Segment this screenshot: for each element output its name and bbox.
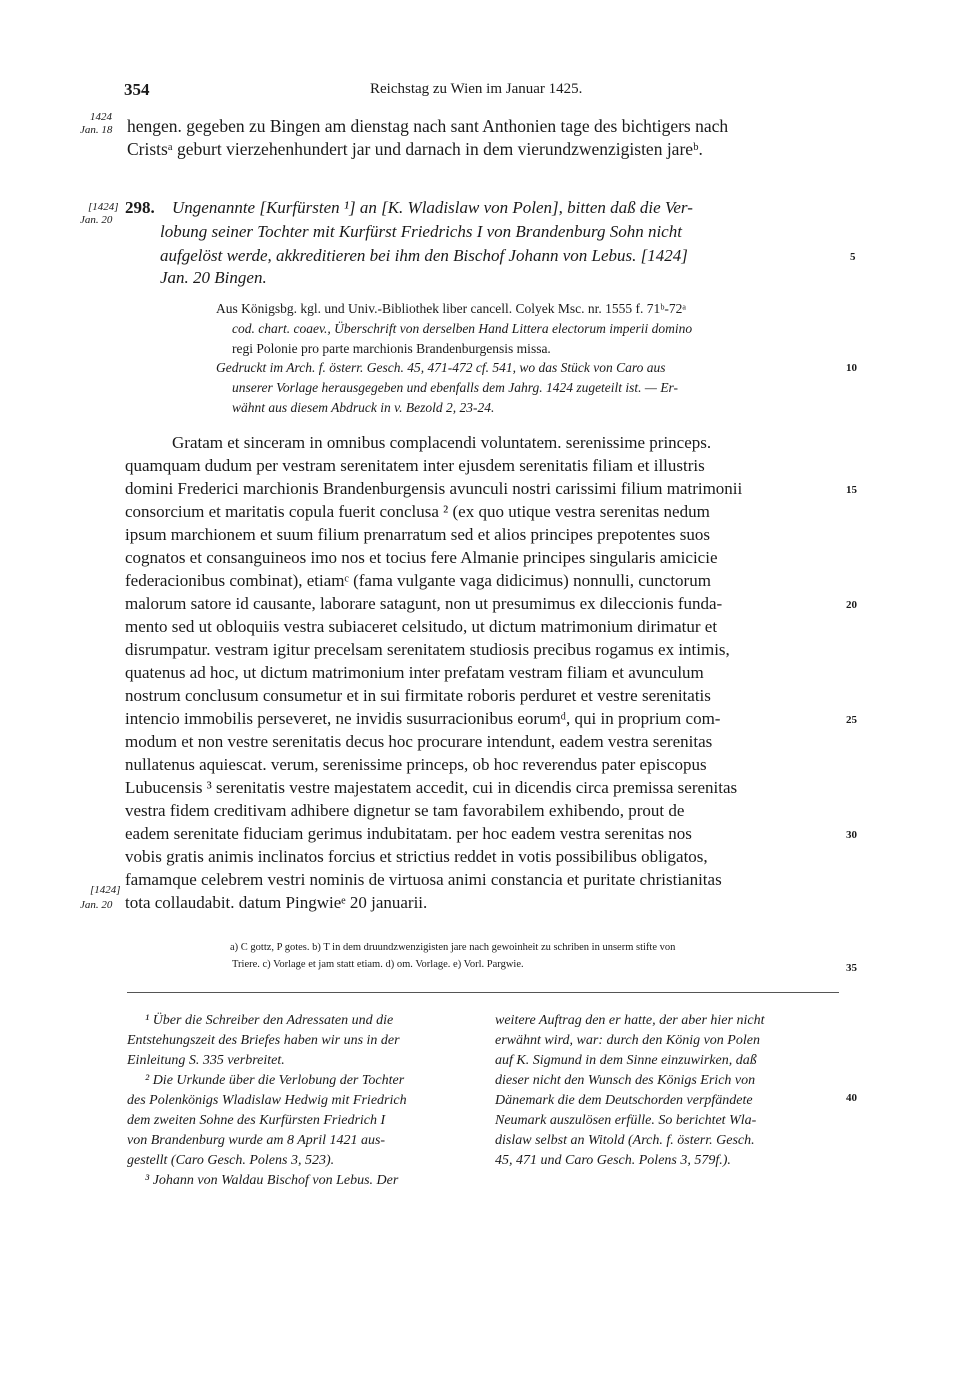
document-title-line: Ungenannte [Kurfürsten ¹] an [K. Wladislaw von Polen], bitten daß die Ver- [172, 198, 693, 217]
body-line: ipsum marchionem et suum filium prenarratum sed et alios principes prepotentes suos [125, 525, 710, 544]
footnote-line: Entstehungszeit des Briefes haben wir uns in der [127, 1033, 400, 1048]
line-number: 20 [846, 599, 857, 611]
body-line: disrumpatur. vestram igitur precelsam serenitatem studiosis precibus rogamus ex intimis, [125, 640, 730, 659]
end-margin-day: Jan. 20 [80, 899, 113, 911]
running-title: Reichstag zu Wien im Januar 1425. [370, 81, 583, 97]
line-number: 35 [846, 962, 857, 974]
body-line: modum et non vestre serenitatis decus hoc procurare intendunt, eadem vestra serenitas [125, 732, 713, 751]
source-note-line: Gedruckt im Arch. f. österr. Gesch. 45, 471-472 cf. 541, wo das Stück von Caro aus [216, 360, 666, 375]
body-line: consorcium et maritatis copula fuerit conclusa ² (ex quo utique vestra serenitas nedum [125, 502, 710, 521]
footnote-line: Dänemark die dem Deutschorden verpfändete [495, 1093, 753, 1108]
footnote-line: Einleitung S. 335 verbreitet. [127, 1053, 285, 1068]
line-number: 25 [846, 714, 857, 726]
footnote-line: ¹ Über die Schreiber den Adressaten und die [145, 1013, 394, 1028]
body-line: nullatenus aquiescat. verum, serenissime princeps, ob hoc reverendus pater episcopus [125, 755, 707, 774]
source-note-line: cod. chart. coaev., Überschrift von derselben Hand Littera electorum imperii domino [232, 321, 693, 336]
document-title-line: Jan. 20 Bingen. [160, 268, 267, 287]
top-text-line: Cristsᵃ geburt vierzehenhundert jar und darnach in dem vierundzwenzigisten jareᵇ. [127, 139, 703, 159]
doc-margin-year: [1424] [88, 201, 119, 213]
line-number: 30 [846, 829, 857, 841]
body-line: quamquam dudum per vestram serenitatem inter ejusdem serenitatis filiam et illustris [125, 456, 705, 475]
footnote-line: von Brandenburg wurde am 8 April 1421 aus- [127, 1133, 386, 1148]
body-line: Gratam et sinceram in omnibus complacendi voluntatem. serenissime princeps. [172, 433, 712, 452]
footnote-line: gestellt (Caro Gesch. Polens 3, 523). [127, 1153, 335, 1168]
body-line: tota collaudabit. datum Pingwieᵉ 20 januarii. [125, 893, 428, 912]
body-line: federacionibus combinat), etiamᶜ (fama vulgante vaga didicimus) nonnulli, cunctorum [125, 571, 711, 590]
footnote-line: ² Die Urkunde über die Verlobung der Tochter [145, 1073, 405, 1088]
footnote-line: auf K. Sigmund in dem Sinne einzuwirken, daß [495, 1053, 757, 1068]
document-number: 298. [125, 198, 155, 217]
document-title-line: aufgelöst werde, akkreditieren bei ihm den Bischof Johann von Lebus. [1424] [160, 246, 688, 265]
body-line: cognatos et consanguineos imo nos et tocius fere Almanie principes singularis amicicie [125, 548, 718, 567]
body-line: quatenus ad hoc, ut dictum matrimonium inter prefatam vestram filiam et avunculum [125, 663, 704, 682]
line-number: 10 [846, 362, 857, 374]
footnote-line: weitere Auftrag den er hatte, der aber hier nicht [495, 1013, 765, 1028]
source-note-line: wähnt aus diesem Abdruck in v. Bezold 2, 23-24. [232, 400, 495, 415]
body-line: vobis gratis animis inclinatos forcius et strictius reddet in votis possibilibus obligatos, [125, 847, 708, 866]
footnote-line: ³ Johann von Waldau Bischof von Lebus. Der [145, 1173, 399, 1188]
body-line: mento sed ut obloquiis vestra subiaceret celsitudo, ut dictum matrimonium dirimatur et [125, 617, 718, 636]
page-number: 354 [124, 80, 150, 99]
footnote-line: erwähnt wird, war: durch den König von Polen [495, 1033, 760, 1048]
line-number: 15 [846, 484, 857, 496]
line-number: 40 [846, 1092, 857, 1104]
top-text-line: hengen. gegeben zu Bingen am dienstag nach sant Anthonien tage des bichtigers nach [127, 116, 729, 136]
footnote-line: dieser nicht den Wunsch des Königs Erich von [495, 1073, 756, 1088]
end-margin-year: [1424] [90, 884, 121, 896]
body-line: Lubucensis ³ serenitatis vestre majestatem accedit, cui in dicendis circa premissa serenitas [125, 778, 738, 797]
line-number: 5 [850, 251, 856, 263]
document-title-line: lobung seiner Tochter mit Kurfürst Friedrichs I von Brandenburg Sohn nicht [160, 222, 682, 241]
body-line: famamque celebrem vestri nominis de virtuosa animi constancia et puritate christianitas [125, 870, 722, 889]
body-line: eadem serenitate fiduciam gerimus indubitatam. per hoc eadem vestra serenitas nos [125, 824, 692, 843]
doc-margin-day: Jan. 20 [80, 214, 113, 226]
body-line: vestra fidem creditivam adhibere dignetur se tam favorabilem exhibendo, prout de [125, 801, 685, 820]
footnote-line: des Polenkönigs Wladislaw Hedwig mit Friedrich [127, 1093, 407, 1108]
footnote-divider [127, 992, 839, 993]
critical-note-line: a) C gottz, P gotes. b) T in dem druundzwenzigisten jare nach gewoinheit zu schriben in unserm stifte von [230, 942, 676, 953]
body-line: intencio immobilis perseveret, ne invidis susurracionibus eorumᵈ, qui in proprium com- [125, 709, 721, 728]
footnote-line: Neumark auszulösen erfülle. So berichtet Wla- [495, 1113, 757, 1128]
margin-date-day: Jan. 18 [80, 124, 113, 136]
body-line: malorum satore id causante, laborare satagunt, non ut presumimus ex dileccionis funda- [125, 594, 723, 613]
body-line: domini Frederici marchionis Brandenburgensis avunculi nostri carissimi filium matrimonii [125, 479, 743, 498]
source-note-line: regi Polonie pro parte marchionis Brandenburgensis missa. [232, 341, 551, 356]
footnote-line: dem zweiten Sohne des Kurfürsten Friedrich I [127, 1113, 386, 1128]
margin-date-year: 1424 [90, 111, 112, 123]
source-note-line: unserer Vorlage herausgegeben und ebenfalls dem Jahrg. 1424 zugeteilt ist. — Er- [232, 380, 679, 395]
critical-note-line: Triere. c) Vorlage et jam statt etiam. d) om. Vorlage. e) Vorl. Pargwie. [232, 959, 524, 970]
footnote-line: dislaw selbst an Witold (Arch. f. österr. Gesch. [495, 1133, 755, 1148]
body-line: nostrum conclusum consumetur et in sui firmitate roboris perduret et vestre serenitatis [125, 686, 711, 705]
source-note-line: Aus Königsbg. kgl. und Univ.-Bibliothek liber cancell. Colyek Msc. nr. 1555 f. 71ᵇ-72ᵃ [216, 301, 687, 316]
footnote-line: 45, 471 und Caro Gesch. Polens 3, 579f.). [495, 1153, 731, 1168]
